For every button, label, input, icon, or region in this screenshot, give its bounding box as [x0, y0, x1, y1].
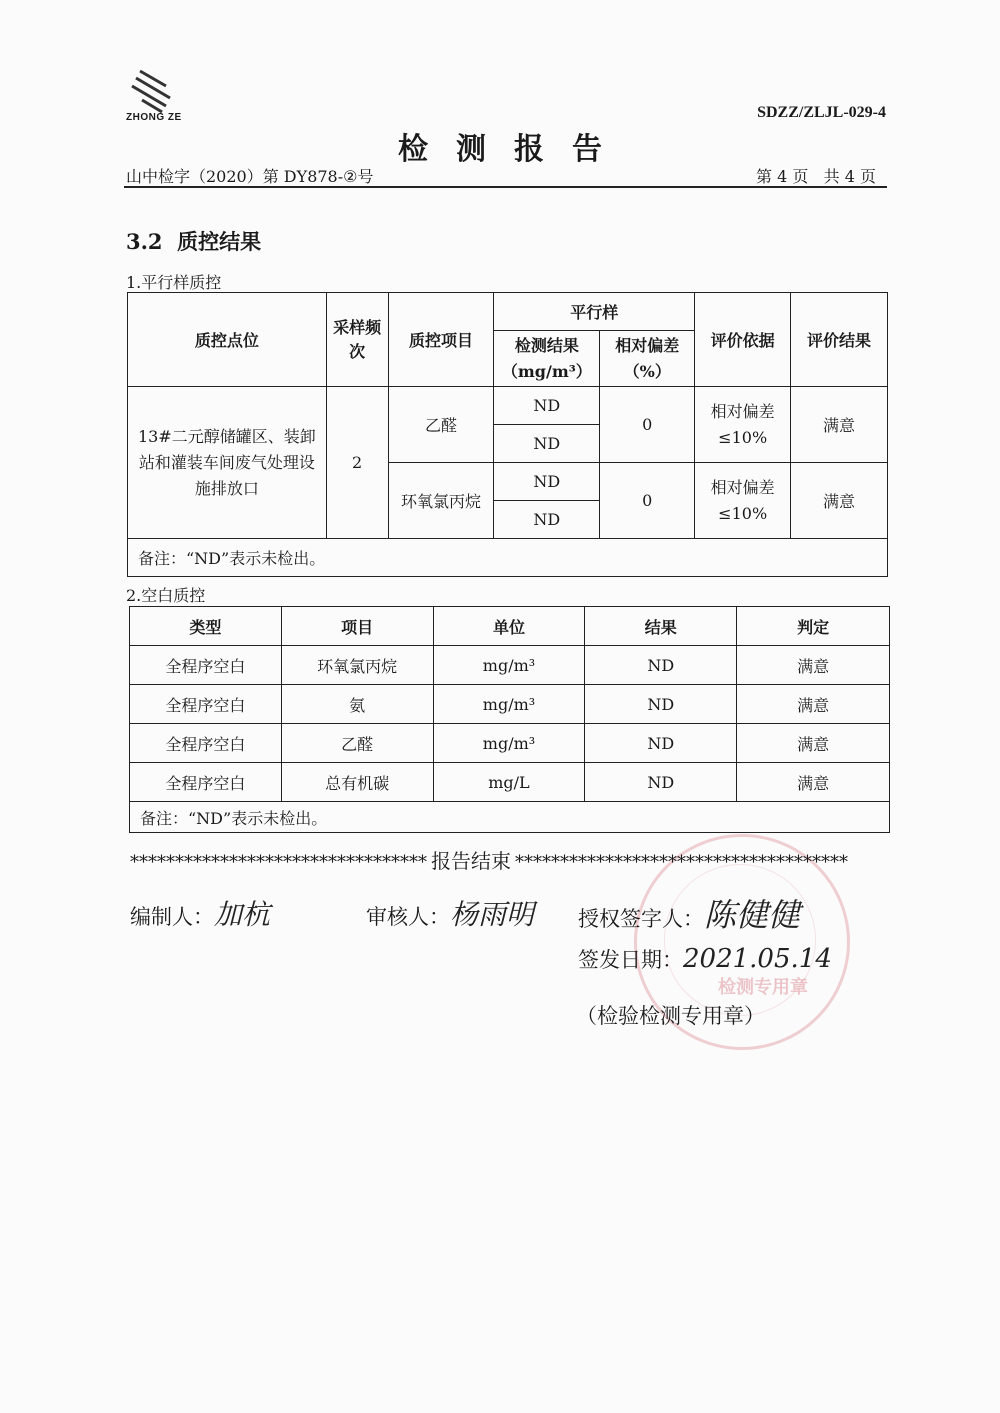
parallel-subtitle: 1.平行样质控	[126, 273, 222, 292]
unit-cell: mg/m³	[433, 685, 585, 724]
parallel-qc-table	[127, 292, 888, 577]
table-row	[130, 802, 890, 833]
dev-cell: 0	[600, 387, 695, 463]
header-dev-label: 相对偏差	[615, 335, 680, 355]
eval-cell: 满意	[791, 387, 888, 463]
header-basis: 评价依据	[695, 293, 791, 387]
date-label: 签发日期：	[578, 948, 683, 972]
type-cell: 全程序空白	[130, 763, 282, 802]
blank-subtitle: 2.空白质控	[126, 586, 206, 605]
judgement-cell: 满意	[737, 685, 890, 724]
issue-date	[578, 944, 832, 974]
eval-cell: 满意	[791, 463, 888, 539]
end-stars-left: *********************************	[130, 852, 427, 873]
result-cell: ND	[585, 646, 737, 685]
header-dev-unit: （%）	[623, 361, 671, 381]
header-point: 质控点位	[128, 293, 327, 387]
header-eval: 评价结果	[791, 293, 888, 387]
basis-cell: 相对偏差≤10%	[695, 463, 791, 539]
table-row	[130, 763, 890, 802]
report-end-text: 报告结束	[431, 849, 511, 873]
date-value: 2021.05.14	[683, 944, 832, 974]
compiler-name: 加杭	[214, 898, 271, 931]
end-stars-right: *************************************	[515, 852, 848, 873]
item-cell: 乙醛	[281, 724, 433, 763]
header-result-unit: （mg/m³）	[501, 361, 592, 381]
table-row	[130, 685, 890, 724]
result-cell: ND	[494, 387, 600, 425]
header-judgement: 判定	[737, 607, 890, 646]
reviewer-signature	[366, 893, 534, 933]
item-cell: 环氧氯丙烷	[281, 646, 433, 685]
dev-cell: 0	[600, 463, 695, 539]
result-cell: ND	[585, 685, 737, 724]
blank-qc-table	[129, 606, 890, 833]
freq-cell: 2	[326, 387, 388, 539]
authorizer-signature	[578, 890, 800, 936]
table-note: 备注：“ND”表示未检出。	[130, 802, 890, 833]
header-freq: 采样频次	[326, 293, 388, 387]
header-item: 质控项目	[388, 293, 494, 387]
table-note: 备注：“ND”表示未检出。	[128, 539, 888, 577]
report-number: 山中检字（2020）第 DY878-②号	[126, 167, 374, 186]
header-item: 项目	[281, 607, 433, 646]
header-parallel-group: 平行样	[494, 293, 695, 331]
item-cell: 乙醛	[388, 387, 494, 463]
header-divider	[124, 186, 887, 188]
result-cell: ND	[585, 763, 737, 802]
result-cell: ND	[494, 425, 600, 463]
unit-cell: mg/m³	[433, 646, 585, 685]
header-result: 结果	[585, 607, 737, 646]
header-result-label: 检测结果	[514, 335, 579, 355]
judgement-cell: 满意	[737, 724, 890, 763]
unit-cell: mg/m³	[433, 724, 585, 763]
table-row	[128, 387, 888, 425]
report-end-line	[130, 845, 890, 874]
reviewer-name: 杨雨明	[450, 898, 535, 931]
compiler-label: 编制人：	[130, 905, 214, 929]
document-code: SDZZ/ZLJL-029-4	[757, 104, 886, 121]
header-type: 类型	[130, 607, 282, 646]
item-cell: 氨	[281, 685, 433, 724]
result-cell: ND	[585, 724, 737, 763]
seal-note: （检验检测专用章）	[576, 1004, 765, 1028]
compiler-signature	[130, 893, 270, 933]
table-row	[130, 724, 890, 763]
type-cell: 全程序空白	[130, 646, 282, 685]
header-dev	[600, 331, 695, 387]
judgement-cell: 满意	[737, 763, 890, 802]
authorizer-label: 授权签字人：	[578, 907, 704, 931]
result-cell: ND	[494, 463, 600, 501]
section-title: 3.2 质控结果	[126, 229, 262, 254]
reviewer-label: 审核人：	[366, 905, 450, 929]
page-number: 第 4 页 共 4 页	[756, 167, 876, 186]
type-cell: 全程序空白	[130, 724, 282, 763]
item-cell: 总有机碳	[281, 763, 433, 802]
unit-cell: mg/L	[433, 763, 585, 802]
authorizer-name: 陈健健	[704, 896, 801, 934]
table-row	[128, 539, 888, 577]
qc-point-cell: 13#二元醇储罐区、装卸站和灌装车间废气处理设施排放口	[128, 387, 327, 539]
page-title: 检测报告	[398, 132, 630, 167]
type-cell: 全程序空白	[130, 685, 282, 724]
basis-cell: 相对偏差≤10%	[695, 387, 791, 463]
header-result	[494, 331, 600, 387]
judgement-cell: 满意	[737, 646, 890, 685]
item-cell: 环氧氯丙烷	[388, 463, 494, 539]
logo-text: ZHONG ZE	[126, 112, 182, 123]
header-unit: 单位	[433, 607, 585, 646]
table-row	[130, 646, 890, 685]
seal-text: 检测专用章	[718, 977, 808, 998]
result-cell: ND	[494, 501, 600, 539]
